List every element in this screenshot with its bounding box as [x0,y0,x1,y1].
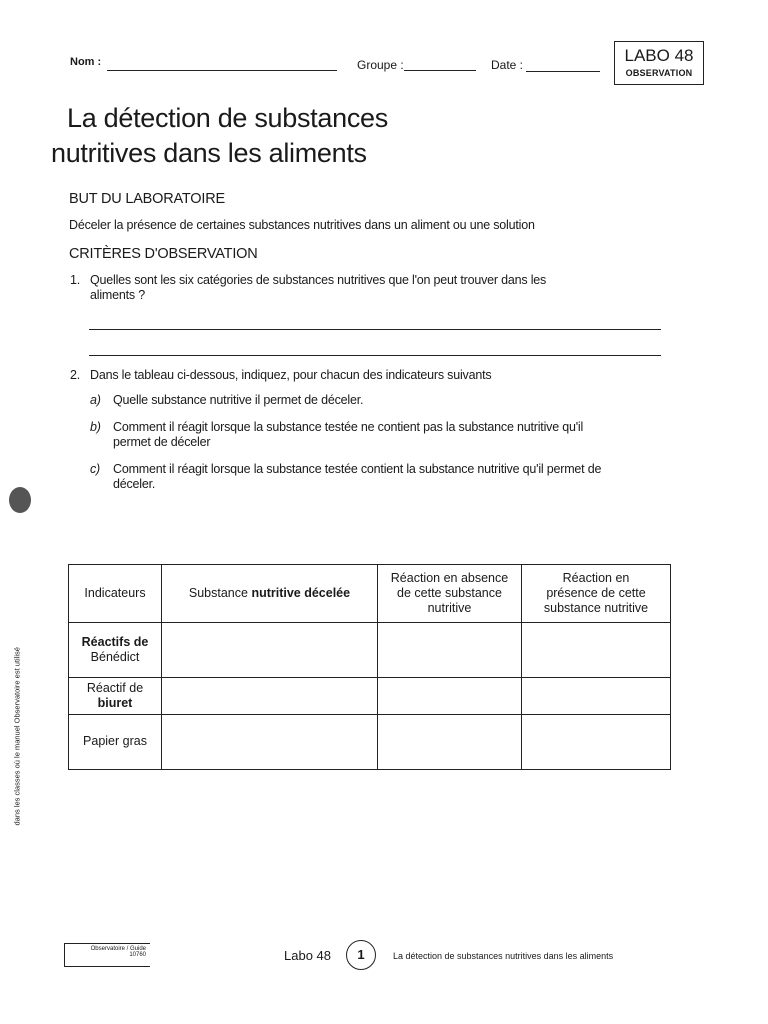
cell-benedict-presence[interactable] [522,623,671,677]
name-label: Nom : [70,56,102,68]
footer-publisher-box [64,943,150,967]
name-field[interactable] [107,70,337,71]
but-heading: BUT DU LABORATOIRE [69,191,225,207]
header-absence-line1: Réaction en absence [390,571,509,586]
q1-answer-line-1[interactable] [89,329,661,330]
labo-number: LABO 48 [624,46,694,65]
header-substance-pre: Substance [188,586,252,601]
cell-papier-presence[interactable] [522,714,671,769]
q2-a-letter: a) [90,393,101,407]
cell-papier-substance[interactable] [162,714,378,769]
q2-number: 2. [70,368,81,382]
q2-a-text: Quelle substance nutritive il permet de déceler. [113,393,364,407]
header-presence-line2: présence de cette [546,586,646,601]
q2-b-text-line1: Comment il réagit lorsque la substance testée ne contient pas la substance nutritive qu'il [113,420,584,434]
q1-answer-line-2[interactable] [89,355,661,356]
cell-papier-absence[interactable] [378,714,522,769]
criteres-heading: CRITÈRES D'OBSERVATION [69,246,258,262]
row-biuret-line1: Réactif de [86,680,144,695]
page-title-line1: La détection de substances [67,103,388,133]
row-biuret-line2: biuret [97,695,133,710]
page-title-line2: nutritives dans les aliments [51,138,367,168]
header-presence-line3: substance nutritive [543,601,649,616]
q1-text-line2: aliments ? [90,288,145,302]
header-absence-line2: de cette substance [397,586,502,601]
but-text: Déceler la présence de certaines substances nutritives dans un aliment ou une solution [69,218,535,232]
cell-biuret-absence[interactable] [378,677,522,714]
header-absence-line3: nutritive [427,601,472,616]
q2-text: Dans le tableau ci-dessous, indiquez, pour chacun des indicateurs suivants [90,368,492,382]
header-absence [378,565,522,623]
table-row [69,623,671,677]
binder-hole [9,487,31,513]
header-presence [522,565,671,623]
footer-publisher-line1: Observatoire / Guide [90,946,146,952]
header-presence-line1: Réaction en [562,571,630,586]
q2-b-letter: b) [90,420,101,434]
header-substance [162,565,378,623]
group-field[interactable] [404,70,476,71]
cell-benedict-absence[interactable] [378,623,522,677]
row-benedict-label [69,623,162,677]
table-row [69,714,671,769]
cell-biuret-presence[interactable] [522,677,671,714]
labo-badge [614,41,704,85]
row-benedict-line1: Réactifs de [81,634,149,649]
row-biuret-label [69,677,162,714]
table-header-row [69,565,671,623]
q2-c-letter: c) [90,462,101,476]
q2-b-text-line2: permet de déceler [113,435,211,449]
q1-number: 1. [70,273,81,287]
side-copyright-text: dans les classes où le manuel Observatoire est utilisé [12,647,22,826]
q2-c-text-line2: déceler. [113,477,156,491]
page-number: 1 [346,940,376,970]
footer-title: La détection de substances nutritives dans les aliments [393,951,614,961]
indicators-table [68,564,671,770]
header-indicateurs: Indicateurs [69,565,162,623]
row-benedict-line2: Bénédict [90,649,140,664]
table-row [69,677,671,714]
date-label: Date : [491,58,524,72]
q1-text-line1: Quelles sont les six catégories de substances nutritives que l'on peut trouver dans les [90,273,547,287]
date-field[interactable] [526,71,600,72]
cell-biuret-substance[interactable] [162,677,378,714]
group-label: Groupe : [357,58,404,72]
header-substance-bold: nutritive décelée [251,586,351,601]
footer-publisher-line2: 10760 [129,952,146,958]
q2-c-text-line1: Comment il réagit lorsque la substance testée contient la substance nutritive qu'il permet de [113,462,602,476]
labo-type: OBSERVATION [625,68,693,78]
cell-benedict-substance[interactable] [162,623,378,677]
footer-labo-label: Labo 48 [284,948,331,963]
row-papier-label: Papier gras [69,714,162,769]
